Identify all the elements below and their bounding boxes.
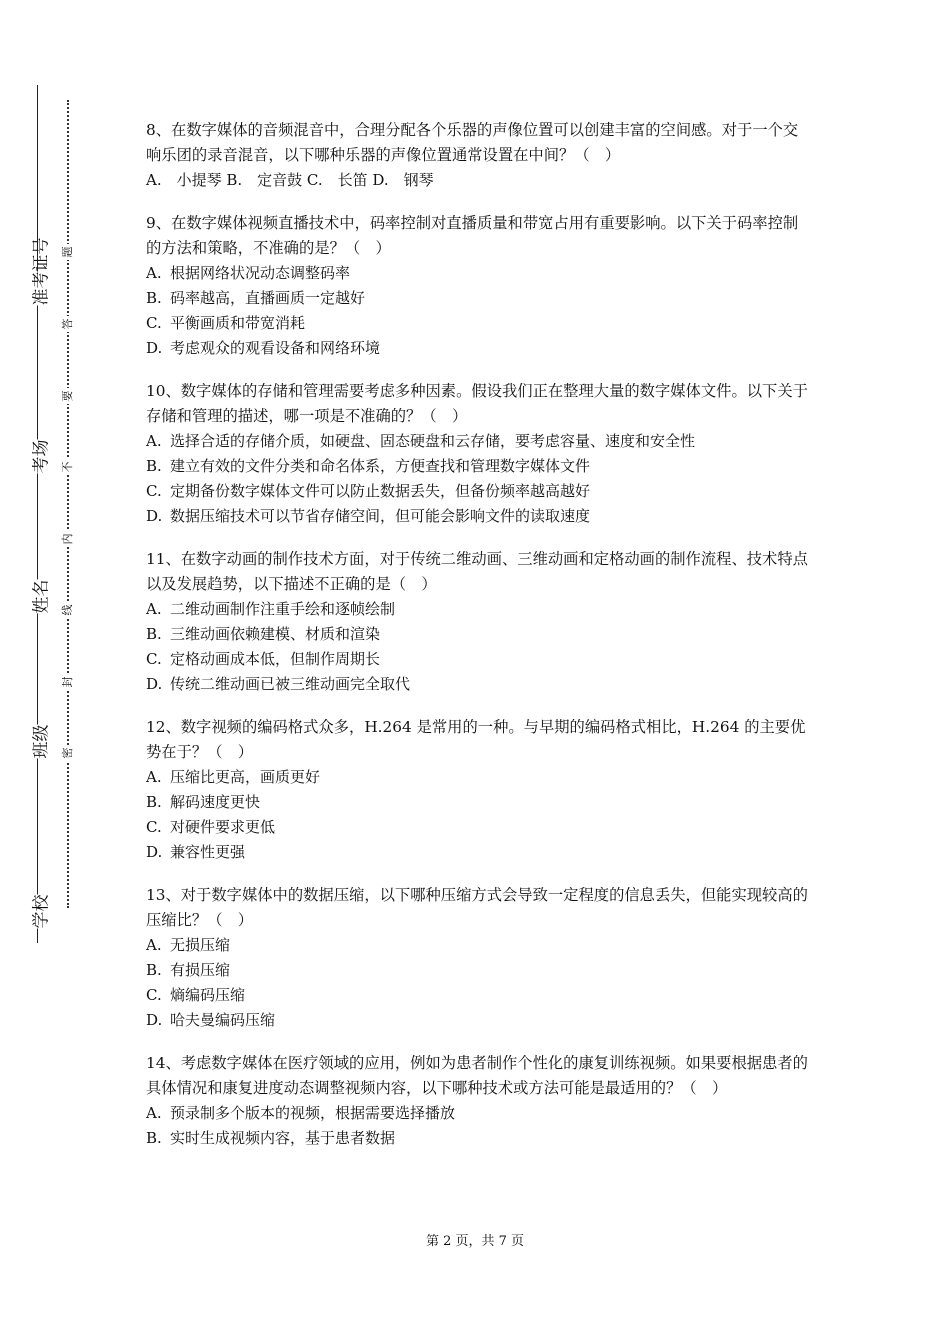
option-d: D. 传统二维动画已被三维动画完全取代 <box>146 675 411 693</box>
seal-char: 要 <box>60 388 76 404</box>
option-a: A. 预录制多个版本的视频，根据需要选择播放 <box>146 1104 456 1122</box>
option-c: C. 定期备份数字媒体文件可以防止数据丢失，但备份频率越高越好 <box>146 482 591 500</box>
option-c: C. 对硬件要求更低 <box>146 818 276 836</box>
seal-char: 密 <box>60 745 76 761</box>
question-13 <box>146 883 811 1033</box>
seal-char: 不 <box>60 459 76 475</box>
exam-number-label: 准考证号 <box>27 272 52 306</box>
page-footer: 第 2 页，共 7 页 <box>425 1234 525 1249</box>
question-stem: 13、对于数字媒体中的数据压缩，以下哪种压缩方式会导致一定程度的信息丢失，但能实现较高的压缩比？（ ） <box>146 886 808 929</box>
question-10 <box>146 379 811 529</box>
option-c: C. 定格动画成本低，但制作周期长 <box>146 650 381 668</box>
option-a: A. 压缩比更高，画质更好 <box>146 768 321 786</box>
option-d: D. 哈夫曼编码压缩 <box>146 1011 276 1029</box>
question-stem: 10、数字媒体的存储和管理需要考虑多种因素。假设我们正在整理大量的数字媒体文件。以下关于存储和管理的描述，哪一项是不准确的？（ ） <box>146 382 808 425</box>
seal-char: 线 <box>60 602 76 618</box>
seal-char: 题 <box>60 244 76 260</box>
option-b: B. 建立有效的文件分类和命名体系，方便查找和管理数字媒体文件 <box>146 457 591 475</box>
name-label: 姓名 <box>27 580 52 614</box>
question-14 <box>146 1051 811 1151</box>
question-list <box>146 118 811 1169</box>
class-label: 班级 <box>27 725 52 759</box>
question-11 <box>146 547 811 697</box>
school-label: 学校 <box>27 895 52 929</box>
question-stem: 8、在数字媒体的音频混音中，合理分配各个乐器的声像位置可以创建丰富的空间感。对于一个交响乐团的录音混音，以下哪种乐器的声像位置通常设置在中间？（ ） <box>146 121 799 164</box>
option-a: A. 无损压缩 <box>146 936 231 954</box>
question-9 <box>146 211 811 361</box>
option-d: D. 数据压缩技术可以节省存储空间，但可能会影响文件的读取速度 <box>146 507 591 525</box>
option-a: A. 选择合适的存储介质，如硬盘、固态硬盘和云存储，要考虑容量、速度和安全性 <box>146 432 696 450</box>
option-b: B. 三维动画依赖建模、材质和渲染 <box>146 625 381 643</box>
binding-solid-line <box>37 85 38 943</box>
question-12 <box>146 715 811 865</box>
option-a: A. 二维动画制作注重手绘和逐帧绘制 <box>146 600 396 618</box>
option-d: D. 兼容性更强 <box>146 843 246 861</box>
option-c: C. 熵编码压缩 <box>146 986 246 1004</box>
option-c: C. 平衡画质和带宽消耗 <box>146 314 306 332</box>
option-a: A. 根据网络状况动态调整码率 <box>146 264 351 282</box>
seal-dotted-line <box>67 100 69 908</box>
question-stem: 12、数字视频的编码格式众多，H.264 是常用的一种。与早期的编码格式相比，H.264 的主要优势在于？（ ） <box>146 718 806 761</box>
seal-char: 内 <box>60 531 76 547</box>
question-stem: 11、在数字动画的制作技术方面，对于传统二维动画、三维动画和定格动画的制作流程、技术特点以及发展趋势，以下描述不正确的是（ ） <box>146 550 808 593</box>
option-b: B. 解码速度更快 <box>146 793 261 811</box>
question-stem: 9、在数字媒体视频直播技术中，码率控制对直播质量和带宽占用有重要影响。以下关于码率控制的方法和策略，不准确的是？（ ） <box>146 214 799 257</box>
exam-room-label: 考场 <box>27 440 52 474</box>
seal-char: 答 <box>60 316 76 332</box>
seal-char: 封 <box>60 674 76 690</box>
binding-strip <box>0 0 100 1344</box>
question-8 <box>146 118 811 193</box>
option-d: D. 考虑观众的观看设备和网络环境 <box>146 339 381 357</box>
option-b: B. 有损压缩 <box>146 961 231 979</box>
question-stem: 14、考虑数字媒体在医疗领域的应用，例如为患者制作个性化的康复训练视频。如果要根据患者的具体情况和康复进度动态调整视频内容，以下哪种技术或方法可能是最适用的？（ ） <box>146 1054 808 1097</box>
option-b: B. 实时生成视频内容，基于患者数据 <box>146 1129 396 1147</box>
question-options-inline: A. 小提琴 B. 定音鼓 C. 长笛 D. 钢琴 <box>146 171 434 189</box>
option-b: B. 码率越高，直播画质一定越好 <box>146 289 366 307</box>
